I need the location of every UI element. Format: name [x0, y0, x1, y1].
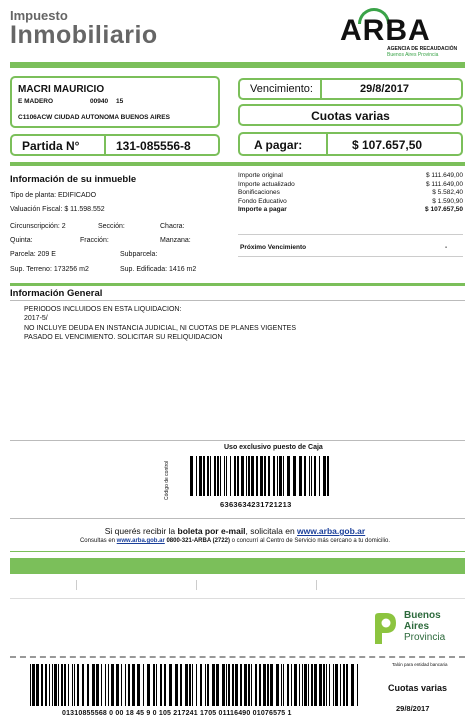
- green-band: [10, 558, 465, 574]
- consultas-phone: 0800-321-ARBA (2722): [164, 538, 230, 544]
- vencimiento-label: Vencimiento:: [250, 83, 313, 95]
- parcela: Parcela: 209 E: [10, 251, 56, 258]
- partida-divider: [104, 136, 106, 154]
- partida-box: [10, 134, 220, 156]
- sup-edificada: Sup. Edificada: 1416 m2: [120, 266, 197, 273]
- cut-tick: [196, 580, 197, 590]
- owner-name: MACRI MAURICIO: [18, 84, 105, 95]
- ba-logo-icon: [372, 612, 398, 646]
- email-line2: [0, 538, 470, 544]
- importe-value: $ 1.590,90: [432, 197, 463, 205]
- owner-city: C1106ACW CIUDAD AUTONOMA BUENOS AIRES: [18, 114, 170, 121]
- ba-logo: [372, 610, 467, 650]
- importe-value: $ 107.657,50: [425, 206, 463, 214]
- importe-value: $ 5.582,40: [432, 189, 463, 197]
- importe-label: Importe a pagar: [238, 206, 287, 214]
- circunscripcion: Circunscripción: 2: [10, 223, 66, 230]
- proximo-divider: [238, 234, 463, 235]
- talon-barcode-number: 01310855568 0 00 18 45 9 0 105 217241 1705 01116490 01076575 1: [62, 710, 292, 717]
- caja-barcode: [190, 456, 330, 496]
- talon-dashed-line: [10, 656, 465, 658]
- cuotas-value: Cuotas varias: [311, 109, 390, 123]
- cut-line: [10, 598, 465, 599]
- caja-title: Uso exclusivo puesto de Caja: [224, 444, 323, 451]
- green-band-top-line: [10, 551, 465, 552]
- talon-fecha: 29/8/2017: [396, 704, 430, 713]
- owner-floor: 15: [116, 98, 124, 105]
- inmueble-title: Información de su inmueble: [10, 174, 137, 185]
- cut-tick: [316, 580, 317, 590]
- apagar-value: $ 107.657,50: [352, 138, 423, 152]
- general-title: Información General: [10, 288, 103, 299]
- vencimiento-value: 29/8/2017: [360, 83, 409, 95]
- importe-value: $ 111.649,00: [426, 172, 463, 179]
- owner-street: E MADERO: [18, 98, 54, 105]
- ba-logo-line3: Provincia: [404, 632, 446, 643]
- consultas-post: o concurrí al Centro de Servicio más cercano a tu domicilio.: [229, 538, 391, 544]
- general-divider: [10, 300, 465, 301]
- tipo-planta: Tipo de planta: EDIFICADO: [10, 192, 97, 199]
- caja-barcode-number: 6363634231721213: [220, 500, 292, 509]
- chacra: Chacra:: [160, 223, 185, 230]
- arba-agency-line1: AGENCIA DE RECAUDACIÓN: [387, 46, 458, 52]
- owner-box: [10, 76, 220, 128]
- cut-tick: [76, 580, 77, 590]
- cuotas-box: [238, 104, 463, 126]
- manzana: Manzana:: [160, 237, 191, 244]
- quinta: Quinta:: [10, 237, 33, 244]
- tax-title-small: Impuesto: [10, 8, 68, 23]
- general-bar: [10, 283, 465, 286]
- barcode-bar: [357, 664, 358, 706]
- general-line: PERIODOS INCLUIDOS EN ESTA LIQUIDACION:: [24, 306, 182, 313]
- seccion: Sección:: [98, 223, 125, 230]
- talon-label: Talón para entidad bancaria: [392, 662, 448, 667]
- section-bar: [10, 162, 465, 166]
- inmueble-section: [10, 170, 230, 280]
- importe-value: $ 111.649,00: [426, 180, 463, 188]
- arba-agency-line2: Buenos Aires Provincia: [387, 52, 439, 58]
- proximo-label: Próximo Vencimiento: [240, 244, 307, 251]
- general-line: 2017-5/: [24, 315, 48, 323]
- fraccion: Fracción:: [80, 237, 109, 244]
- email-pre: Si querés recibir la: [104, 526, 178, 536]
- owner-number: 00940: [90, 98, 109, 105]
- header: [10, 6, 465, 61]
- importe-label: Importe actualizado: [238, 180, 295, 188]
- proximo-value: -: [445, 244, 448, 251]
- codigo-control-label: Código de control: [164, 460, 170, 500]
- header-bar: [10, 62, 465, 68]
- email-mid: , solicitala en: [245, 526, 298, 536]
- tax-title: Inmobiliario: [10, 21, 158, 49]
- email-line1: [0, 526, 470, 536]
- apagar-box: [238, 132, 463, 156]
- talon-barcode: [30, 664, 360, 706]
- ba-logo-line1: Buenos: [404, 610, 441, 621]
- consultas-link[interactable]: www.arba.gob.ar: [116, 538, 165, 544]
- general-text: [24, 305, 296, 342]
- consultas-pre: Consultas en: [79, 538, 117, 544]
- valuacion-fiscal: Valuación Fiscal: $ 11.598.552: [10, 206, 105, 213]
- apagar-label: A pagar:: [254, 138, 303, 152]
- barcode-bar: [327, 456, 329, 496]
- partida-value: 131-085556-8: [116, 139, 191, 153]
- sup-terreno: Sup. Terreno: 173256 m2: [10, 266, 89, 273]
- proximo-divider-bottom: [238, 256, 463, 257]
- talon-cuotas: Cuotas varias: [388, 683, 448, 693]
- importe-row: [238, 181, 463, 190]
- importe-row: [238, 172, 463, 181]
- general-line: NO INCLUYE DEUDA EN INSTANCIA JUDICIAL, NI CUOTAS DE PLANES VIGENTES: [24, 324, 297, 332]
- importe-label: Bonificaciones: [238, 189, 280, 197]
- importe-row: [238, 189, 463, 198]
- caja-top-line: [10, 440, 465, 441]
- partida-label: Partida N°: [22, 139, 80, 153]
- subparcela: Subparcela:: [120, 251, 158, 258]
- arba-logo: [340, 6, 460, 56]
- vencimiento-box: [238, 78, 463, 100]
- importes-table: [238, 172, 463, 215]
- vencimiento-divider: [320, 80, 322, 98]
- email-bold: boleta por e-mail: [177, 526, 246, 536]
- ba-logo-line2: Aires: [404, 621, 430, 632]
- importe-label: Fondo Educativo: [238, 197, 287, 205]
- importe-row: [238, 206, 463, 215]
- apagar-divider: [326, 134, 328, 154]
- caja-bottom-line: [10, 518, 465, 519]
- importe-row: [238, 198, 463, 207]
- arba-link[interactable]: www.arba.gob.ar: [297, 526, 366, 536]
- general-line: PASADO EL VENCIMIENTO. SOLICITAR SU RELIQUIDACION: [24, 333, 223, 341]
- arba-logo-text: ARBA: [340, 14, 431, 47]
- importe-label: Importe original: [238, 172, 283, 179]
